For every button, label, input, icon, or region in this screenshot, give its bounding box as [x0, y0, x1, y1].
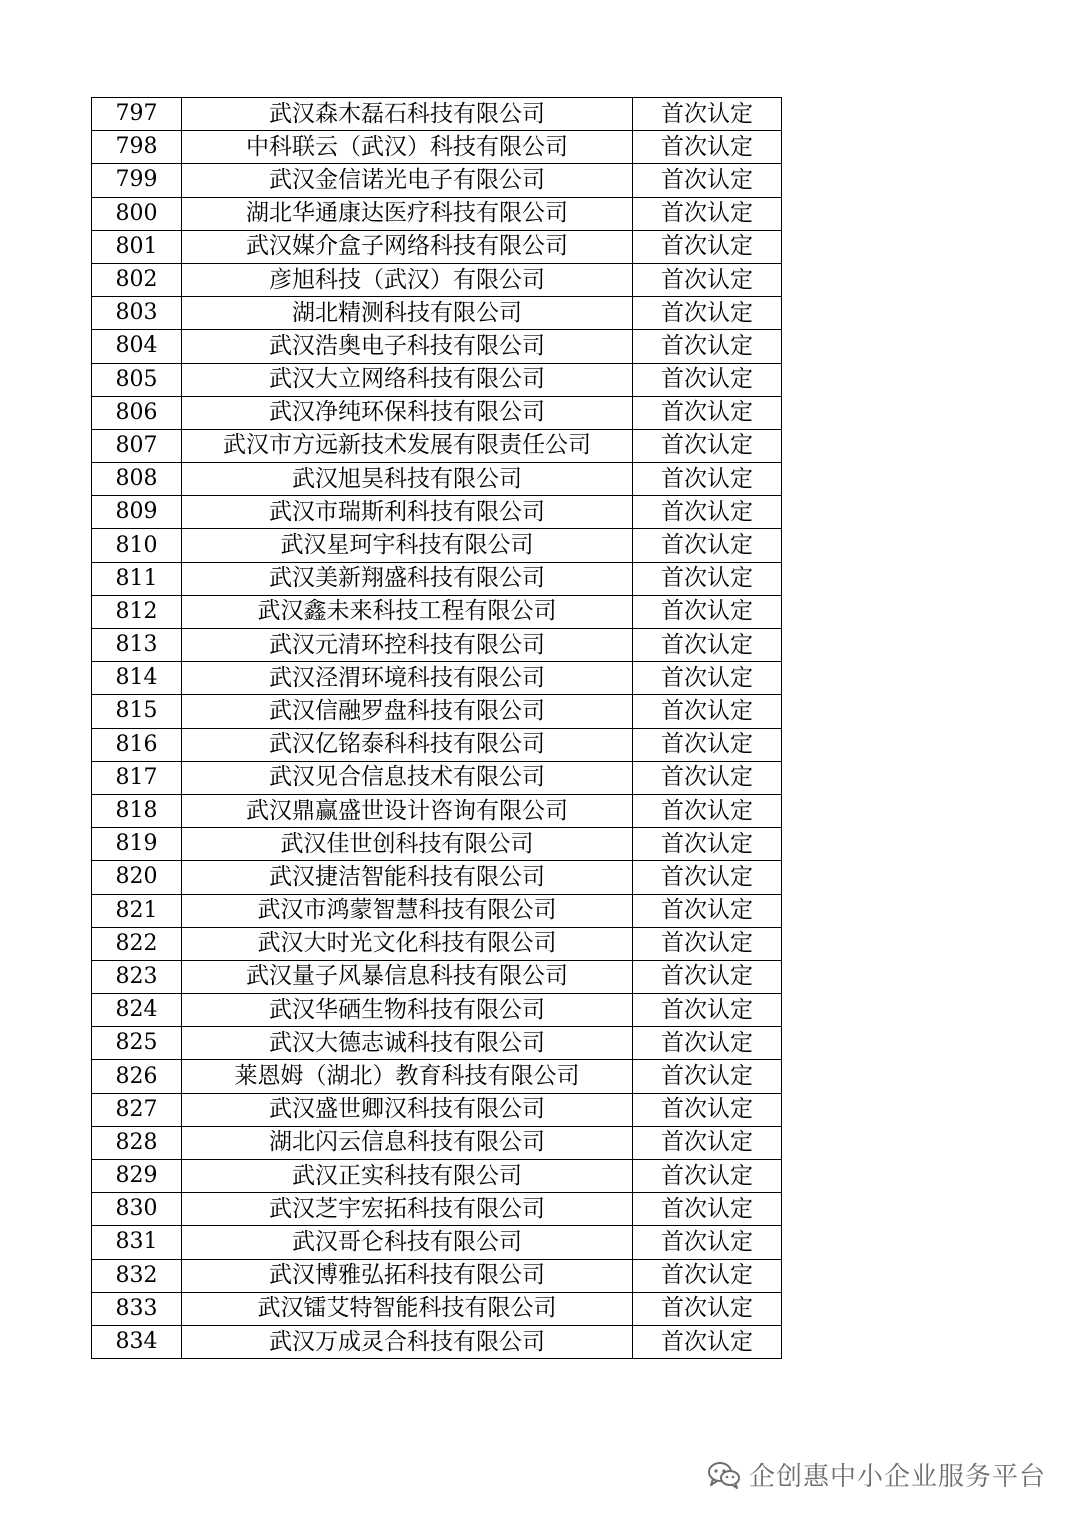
certification-status: 首次认定 — [633, 761, 782, 794]
company-name: 武汉鼎赢盛世设计咨询有限公司 — [182, 794, 633, 827]
row-number: 797 — [92, 98, 182, 131]
row-number: 832 — [92, 1259, 182, 1292]
company-name: 武汉正实科技有限公司 — [182, 1160, 633, 1193]
row-number: 824 — [92, 994, 182, 1027]
table-row — [92, 761, 782, 794]
row-number: 815 — [92, 695, 182, 728]
certification-status: 首次认定 — [633, 330, 782, 363]
table-row — [92, 1093, 782, 1126]
company-name: 武汉净纯环保科技有限公司 — [182, 396, 633, 429]
row-number: 826 — [92, 1060, 182, 1093]
certification-status: 首次认定 — [633, 297, 782, 330]
certification-status: 首次认定 — [633, 131, 782, 164]
table-row — [92, 828, 782, 861]
table-row — [92, 429, 782, 462]
certification-status: 首次认定 — [633, 927, 782, 960]
table-row — [92, 396, 782, 429]
certification-status: 首次认定 — [633, 1325, 782, 1358]
row-number: 816 — [92, 728, 182, 761]
table-row — [92, 1160, 782, 1193]
company-name: 武汉旭昊科技有限公司 — [182, 463, 633, 496]
row-number: 831 — [92, 1226, 182, 1259]
table-row — [92, 263, 782, 296]
company-name: 武汉亿铭泰科科技有限公司 — [182, 728, 633, 761]
table-row — [92, 463, 782, 496]
company-name: 武汉万成灵合科技有限公司 — [182, 1325, 633, 1358]
company-name: 武汉博雅弘拓科技有限公司 — [182, 1259, 633, 1292]
row-number: 821 — [92, 894, 182, 927]
company-name: 武汉哥仑科技有限公司 — [182, 1226, 633, 1259]
certification-status: 首次认定 — [633, 197, 782, 230]
table-row — [92, 562, 782, 595]
certification-status: 首次认定 — [633, 429, 782, 462]
table-row — [92, 164, 782, 197]
certification-status: 首次认定 — [633, 1226, 782, 1259]
table-row — [92, 1259, 782, 1292]
table-row — [92, 496, 782, 529]
company-name: 武汉大时光文化科技有限公司 — [182, 927, 633, 960]
row-number: 834 — [92, 1325, 182, 1358]
company-name: 武汉信融罗盘科技有限公司 — [182, 695, 633, 728]
company-name: 武汉浩奥电子科技有限公司 — [182, 330, 633, 363]
certification-status: 首次认定 — [633, 861, 782, 894]
table-row — [92, 794, 782, 827]
table-row — [92, 994, 782, 1027]
certification-status: 首次认定 — [633, 728, 782, 761]
row-number: 808 — [92, 463, 182, 496]
certification-status: 首次认定 — [633, 230, 782, 263]
table-row — [92, 529, 782, 562]
table-row — [92, 894, 782, 927]
company-name: 武汉美新翔盛科技有限公司 — [182, 562, 633, 595]
company-name: 武汉泾渭环境科技有限公司 — [182, 662, 633, 695]
certification-status: 首次认定 — [633, 1160, 782, 1193]
row-number: 819 — [92, 828, 182, 861]
company-name: 湖北精测科技有限公司 — [182, 297, 633, 330]
company-name: 武汉森木磊石科技有限公司 — [182, 98, 633, 131]
certification-status: 首次认定 — [633, 1193, 782, 1226]
certification-status: 首次认定 — [633, 595, 782, 628]
company-name: 武汉盛世卿汉科技有限公司 — [182, 1093, 633, 1126]
certification-status: 首次认定 — [633, 1126, 782, 1159]
row-number: 820 — [92, 861, 182, 894]
row-number: 811 — [92, 562, 182, 595]
row-number: 813 — [92, 629, 182, 662]
company-name: 武汉镭艾特智能科技有限公司 — [182, 1292, 633, 1325]
row-number: 800 — [92, 197, 182, 230]
row-number: 823 — [92, 960, 182, 993]
table-row — [92, 662, 782, 695]
certification-status: 首次认定 — [633, 1292, 782, 1325]
row-number: 830 — [92, 1193, 182, 1226]
company-name: 武汉市鸿蒙智慧科技有限公司 — [182, 894, 633, 927]
company-name: 武汉市瑞斯利科技有限公司 — [182, 496, 633, 529]
table-row — [92, 197, 782, 230]
row-number: 833 — [92, 1292, 182, 1325]
row-number: 798 — [92, 131, 182, 164]
row-number: 806 — [92, 396, 182, 429]
company-name: 武汉媒介盒子网络科技有限公司 — [182, 230, 633, 263]
company-name: 湖北华通康达医疗科技有限公司 — [182, 197, 633, 230]
table-row — [92, 1292, 782, 1325]
certification-status: 首次认定 — [633, 629, 782, 662]
certification-status: 首次认定 — [633, 994, 782, 1027]
table-row — [92, 861, 782, 894]
certification-status: 首次认定 — [633, 529, 782, 562]
table-row — [92, 98, 782, 131]
certification-status: 首次认定 — [633, 662, 782, 695]
company-name: 武汉捷洁智能科技有限公司 — [182, 861, 633, 894]
company-name: 武汉市方远新技术发展有限责任公司 — [182, 429, 633, 462]
row-number: 799 — [92, 164, 182, 197]
row-number: 802 — [92, 263, 182, 296]
certification-status: 首次认定 — [633, 463, 782, 496]
certification-status: 首次认定 — [633, 894, 782, 927]
row-number: 803 — [92, 297, 182, 330]
watermark — [707, 1456, 1046, 1493]
certification-status: 首次认定 — [633, 164, 782, 197]
table-row — [92, 1060, 782, 1093]
table-row — [92, 330, 782, 363]
certification-status: 首次认定 — [633, 98, 782, 131]
table-row — [92, 1325, 782, 1358]
company-name: 莱恩姆（湖北）教育科技有限公司 — [182, 1060, 633, 1093]
table-row — [92, 927, 782, 960]
certification-status: 首次认定 — [633, 828, 782, 861]
company-name: 武汉量子风暴信息科技有限公司 — [182, 960, 633, 993]
certification-status: 首次认定 — [633, 1027, 782, 1060]
certification-status: 首次认定 — [633, 496, 782, 529]
table-row — [92, 297, 782, 330]
company-name: 武汉佳世创科技有限公司 — [182, 828, 633, 861]
row-number: 809 — [92, 496, 182, 529]
row-number: 817 — [92, 761, 182, 794]
row-number: 804 — [92, 330, 182, 363]
certification-status: 首次认定 — [633, 695, 782, 728]
row-number: 818 — [92, 794, 182, 827]
table-body — [92, 98, 782, 1359]
table-row — [92, 629, 782, 662]
company-name: 武汉元清环控科技有限公司 — [182, 629, 633, 662]
certification-status: 首次认定 — [633, 396, 782, 429]
company-name: 武汉金信诺光电子有限公司 — [182, 164, 633, 197]
row-number: 807 — [92, 429, 182, 462]
table-row — [92, 1027, 782, 1060]
table-row — [92, 131, 782, 164]
company-name: 中科联云（武汉）科技有限公司 — [182, 131, 633, 164]
company-name: 武汉华硒生物科技有限公司 — [182, 994, 633, 1027]
certification-status: 首次认定 — [633, 1093, 782, 1126]
row-number: 810 — [92, 529, 182, 562]
table-row — [92, 1126, 782, 1159]
table-row — [92, 1193, 782, 1226]
row-number: 822 — [92, 927, 182, 960]
certification-status: 首次认定 — [633, 1060, 782, 1093]
certification-status: 首次认定 — [633, 960, 782, 993]
company-name: 武汉鑫未来科技工程有限公司 — [182, 595, 633, 628]
table-row — [92, 728, 782, 761]
table-row — [92, 595, 782, 628]
table-row — [92, 1226, 782, 1259]
company-name: 武汉大立网络科技有限公司 — [182, 363, 633, 396]
certification-status: 首次认定 — [633, 263, 782, 296]
company-name: 武汉芝宇宏拓科技有限公司 — [182, 1193, 633, 1226]
certification-status: 首次认定 — [633, 1259, 782, 1292]
certification-status: 首次认定 — [633, 794, 782, 827]
row-number: 805 — [92, 363, 182, 396]
row-number: 828 — [92, 1126, 182, 1159]
certification-status: 首次认定 — [633, 562, 782, 595]
row-number: 814 — [92, 662, 182, 695]
company-name: 武汉大德志诚科技有限公司 — [182, 1027, 633, 1060]
table-row — [92, 230, 782, 263]
table-row — [92, 695, 782, 728]
company-table — [91, 97, 782, 1359]
wechat-icon — [707, 1460, 741, 1490]
row-number: 829 — [92, 1160, 182, 1193]
company-name: 武汉星珂宇科技有限公司 — [182, 529, 633, 562]
row-number: 827 — [92, 1093, 182, 1126]
watermark-text: 企创惠中小企业服务平台 — [748, 1462, 1046, 1492]
table-row — [92, 960, 782, 993]
company-name: 武汉见合信息技术有限公司 — [182, 761, 633, 794]
row-number: 812 — [92, 595, 182, 628]
table-row — [92, 363, 782, 396]
row-number: 825 — [92, 1027, 182, 1060]
company-name: 湖北闪云信息科技有限公司 — [182, 1126, 633, 1159]
row-number: 801 — [92, 230, 182, 263]
company-name: 彦旭科技（武汉）有限公司 — [182, 263, 633, 296]
certification-status: 首次认定 — [633, 363, 782, 396]
